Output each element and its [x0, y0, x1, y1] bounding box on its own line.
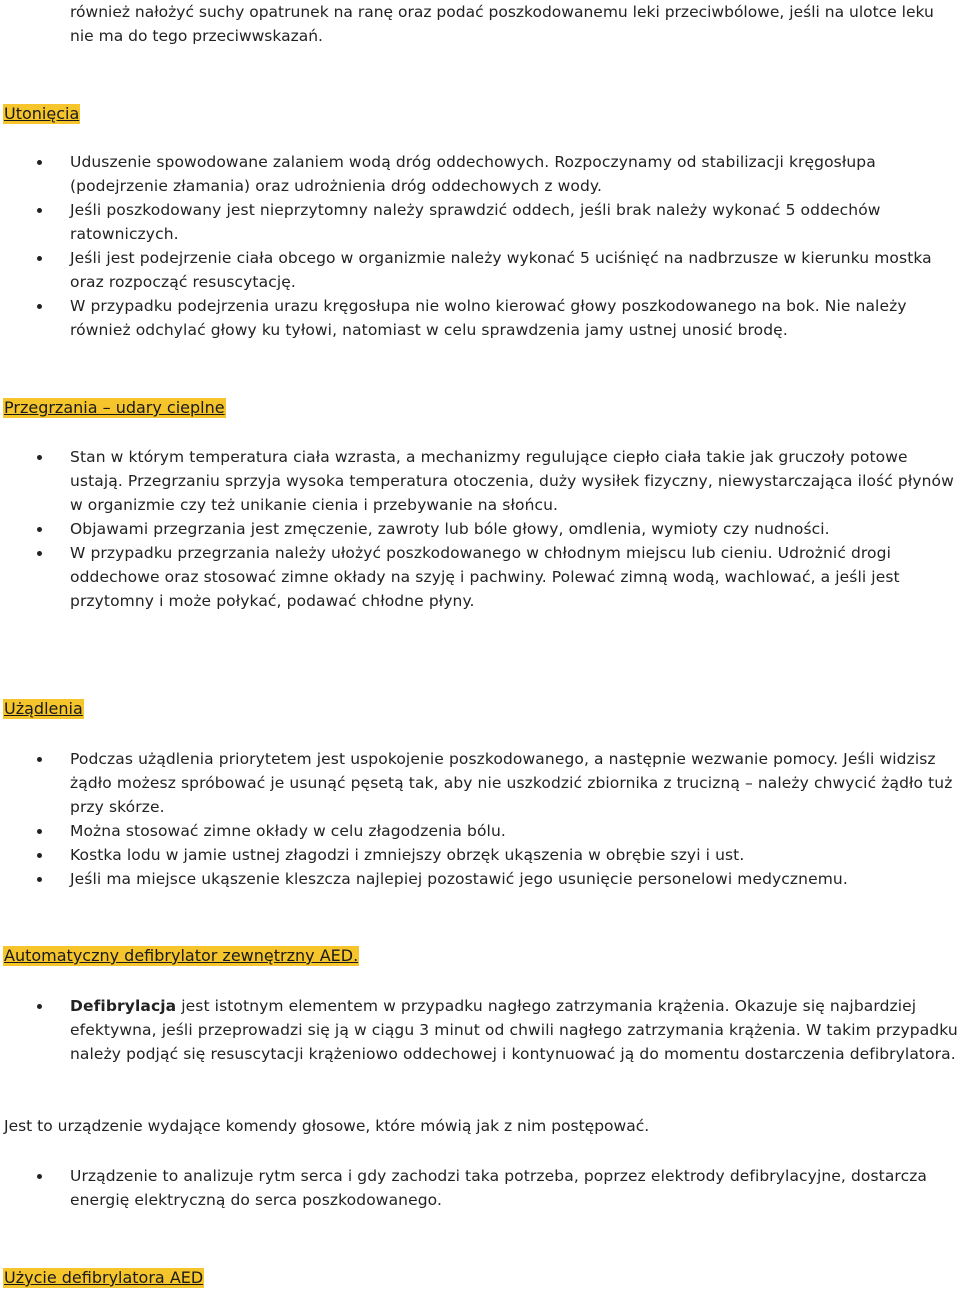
- bullet-icon: [37, 829, 42, 834]
- list-item-text: Urządzenie to analizuje rytm serca i gdy zachodzi taka potrzeba, poprzez elektrody defibrylacyjne, dostarcza energię elektryczną do serca poszkodowanego.: [70, 1167, 928, 1209]
- list-aed-2: [0, 1164, 960, 1212]
- list-item: [0, 445, 960, 517]
- bullet-icon: [37, 160, 42, 165]
- list-przegrzania: [0, 445, 960, 613]
- heading-uzadlenia: Użądlenia: [4, 699, 83, 718]
- bullet-icon: [37, 1174, 42, 1179]
- list-item: [0, 246, 960, 294]
- bullet-icon: [37, 256, 42, 261]
- bullet-icon: [37, 304, 42, 309]
- bullet-icon: [37, 208, 42, 213]
- bullet-icon: [37, 757, 42, 762]
- list-item-text: Objawami przegrzania jest zmęczenie, zawroty lub bóle głowy, omdlenia, wymioty czy nudności.: [70, 520, 830, 538]
- heading-aed: Automatyczny defibrylator zewnętrzny AED.: [4, 946, 359, 965]
- bullet-icon: [37, 455, 42, 460]
- heading-przegrzania: Przegrzania – udary cieplne: [4, 398, 225, 417]
- bullet-icon: [37, 527, 42, 532]
- list-item: [0, 517, 960, 541]
- list-aed: [0, 994, 960, 1066]
- bullet-icon: [37, 551, 42, 556]
- bullet-icon: [37, 1004, 42, 1009]
- list-item: [0, 747, 960, 819]
- list-item-text: Podczas użądlenia priorytetem jest uspokojenie poszkodowanego, a następnie wezwanie pomocy. Jeśli widzisz żądło możesz spróbować je usunąć pęsetą tak, aby nie uszkodzić zbiornika z trucizną – należy chwycić żądło tuż przy skórze.: [70, 750, 953, 816]
- heading-utoniecia: Utonięcia: [4, 104, 80, 123]
- list-utoniecia: [0, 150, 960, 342]
- list-item-text: Można stosować zimne okłady w celu złagodzenia bólu.: [70, 822, 506, 840]
- list-item-text: jest istotnym elementem w przypadku nagłego zatrzymania krążenia. Okazuje się najbardziej efektywna, jeśli przeprowadzi się ją w ciągu 3 minut od chwili nagłego zatrzymania krążenia. W takim przypadku należy podjąć się resuscytacji krążeniowo oddechowej i kontynuować ją do momentu dostarczenia defibrylatora.: [70, 997, 958, 1063]
- list-item-text: Kostka lodu w jamie ustnej złagodzi i zmniejszy obrzęk ukąszenia w obrębie szyi i ust.: [70, 846, 745, 864]
- list-item-text: Jeśli jest podejrzenie ciała obcego w organizmie należy wykonać 5 uciśnięć na nadbrzusze w kierunku mostka oraz rozpocząć resuscytację.: [70, 249, 932, 291]
- list-item-text: W przypadku przegrzania należy ułożyć poszkodowanego w chłodnym miejscu lub cieniu. Udrożnić drogi oddechowe oraz stosować zimne okłady na szyję i pachwiny. Polewać zimną wodą, wachlować, a jeśli jest przytomny i może połykać, podawać chłodne płyny.: [70, 544, 900, 610]
- bullet-icon: [37, 877, 42, 882]
- list-item: [0, 819, 960, 843]
- defibrylacja-term: Defibrylacja: [70, 997, 177, 1015]
- list-item-text: W przypadku podejrzenia urazu kręgosłupa nie wolno kierować głowy poszkodowanego na bok. Nie należy również odchylać głowy ku tyłowi, natomiast w celu sprawdzenia jamy ustnej unosić brodę.: [70, 297, 907, 339]
- list-item-text: Jeśli poszkodowany jest nieprzytomny należy sprawdzić oddech, jeśli brak należy wykonać 5 oddechów ratowniczych.: [70, 201, 881, 243]
- list-item: [0, 541, 960, 613]
- list-item: [0, 150, 960, 198]
- intro-paragraph: również nałożyć suchy opatrunek na ranę oraz podać poszkodowanemu leki przeciwbólowe, jeśli na ulotce leku nie ma do tego przeciwwskazań.: [70, 3, 934, 45]
- list-item: [0, 1164, 960, 1212]
- list-item: [0, 294, 960, 342]
- bullet-icon: [37, 853, 42, 858]
- list-item-text: Stan w którym temperatura ciała wzrasta, a mechanizmy regulujące ciepło ciała takie jak gruczoły potowe ustają. Przegrzaniu sprzyja wysoka temperatura otoczenia, duży wysiłek fizyczny, niewystarczająca ilość płynów w organizmie czy też unikanie cienia i przebywanie na słońcu.: [70, 448, 954, 514]
- list-item: [0, 198, 960, 246]
- list-item-text: Uduszenie spowodowane zalaniem wodą dróg oddechowych. Rozpoczynamy od stabilizacji kręgosłupa (podejrzenie złamania) oraz udrożnienia dróg oddechowych z wody.: [70, 153, 876, 195]
- list-item: [0, 994, 960, 1066]
- list-item-text: Jeśli ma miejsce ukąszenie kleszcza najlepiej pozostawić jego usunięcie personelowi medycznemu.: [70, 870, 848, 888]
- heading-uzycie: Użycie defibrylatora AED: [4, 1268, 204, 1287]
- aed-paragraph: Jest to urządzenie wydające komendy głosowe, które mówią jak z nim postępować.: [4, 1117, 650, 1135]
- list-item: [0, 843, 960, 867]
- list-item: [0, 867, 960, 891]
- list-uzadlenia: [0, 747, 960, 891]
